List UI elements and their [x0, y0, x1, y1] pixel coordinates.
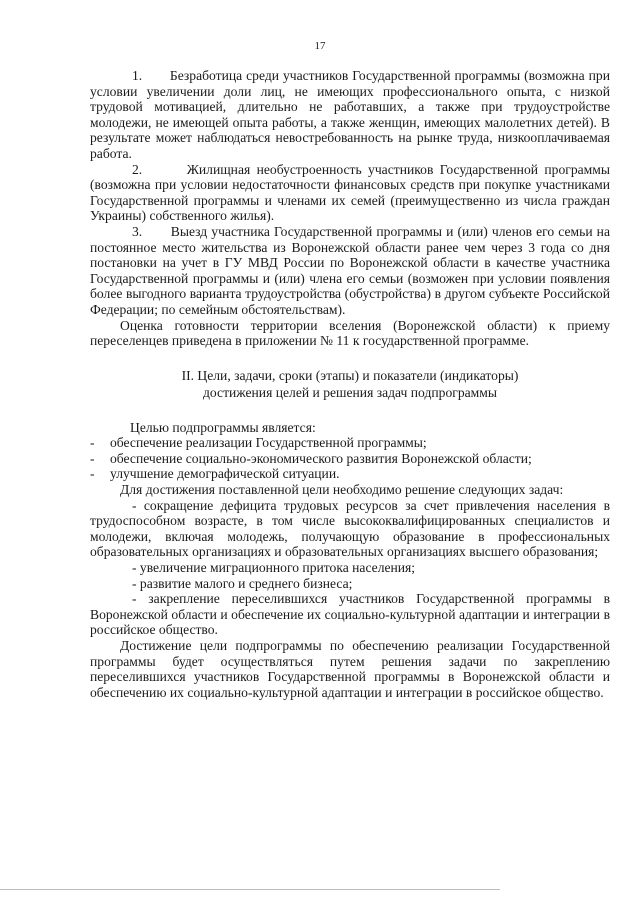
goal-item: - обеспечение реализации Государственной программы; [90, 435, 610, 451]
section-heading-line-2: достижения целей и решения задач подпрограммы [202, 384, 497, 400]
task-item: - закрепление переселившихся участников Государственной программы в Воронежской области и обеспечение их социально-культурной адаптации и интеграции в российское общество. [90, 591, 610, 638]
risk-item-3 [90, 224, 610, 318]
readiness-paragraph: Оценка готовности территории вселения (Воронежской области) к приему переселенцев приведена в приложении № 11 к государственной программе. [90, 317, 610, 349]
risk-item-2 [90, 162, 610, 224]
task-item: - увеличение миграционного притока населения; [132, 560, 416, 576]
section-heading [90, 367, 610, 401]
risk-number: 3. [132, 223, 143, 239]
goals-list [90, 435, 610, 482]
goal-item: - обеспечение социально-экономического развития Воронежской области; [90, 451, 610, 467]
task-item: - сокращение дефицита трудовых ресурсов за счет привлечения населения в трудоспособном возрасте, в том числе высококвалифицированных специалистов и молодежи, включая молодежь, получающую образование в профессиональных образовательных организациях и образовательных организациях высшего образования; [90, 497, 610, 560]
risk-number: 1. [132, 68, 143, 83]
tasks-intro: Для достижения поставленной цели необходимо решение следующих задач: [120, 482, 564, 498]
risk-text: Жилищная необустроенность участников Государственной программы (возможна при условии недостаточности финансовых средств при покупке участниками Государственной программы и членами их семей (преимущественно из числа граждан Украины) собственного жилья). [90, 161, 611, 224]
risk-text: Безработица среди участников Государственной программы (возможна при условии увеличении доли лиц, не имеющих профессионального опыта, с низкой трудовой мотивацией, длительно не работавших, а также при трудоустройстве молодежи, не имеющей опыта работы, а также женщин, имеющих малолетних детей). В результате может наблюдаться невостребованность на рынке труда, низкооплачиваемая работа. [90, 68, 610, 161]
risk-number: 2. [132, 161, 143, 177]
conclusion-paragraph: Достижение цели подпрограммы по обеспечению реализации Государственной программы будет осуществляться путем решения задачи по закреплению переселившихся участников Государственной программы в Воронежской области и обеспечению их социально-культурной адаптации и интеграции в российское общество. [90, 638, 610, 700]
page-number: 17 [314, 40, 326, 52]
document-body [90, 68, 610, 700]
task-item: - развитие малого и среднего бизнеса; [132, 575, 353, 591]
risk-text: Выезд участника Государственной программы и (или) членов его семьи на постоянное место жительства из Воронежской области ранее чем через 3 года со дня постановки на учет в ГУ МВД России по Воронежской области в качестве участника Государственной программы и (или) члена его семьи (возможен при условии появления более выгодного варианта трудоустройства (обустройства) в другом субъекте Российской Федерации; по семейным обстоятельствам). [90, 223, 610, 317]
goal-item: - улучшение демографической ситуации. [90, 466, 610, 482]
risk-item-1 [90, 68, 610, 162]
bottom-divider [0, 889, 500, 890]
section-heading-line-1: II. Цели, задачи, сроки (этапы) и показатели (индикаторы) [181, 367, 519, 383]
goal-intro: Целью подпрограммы является: [130, 419, 316, 435]
